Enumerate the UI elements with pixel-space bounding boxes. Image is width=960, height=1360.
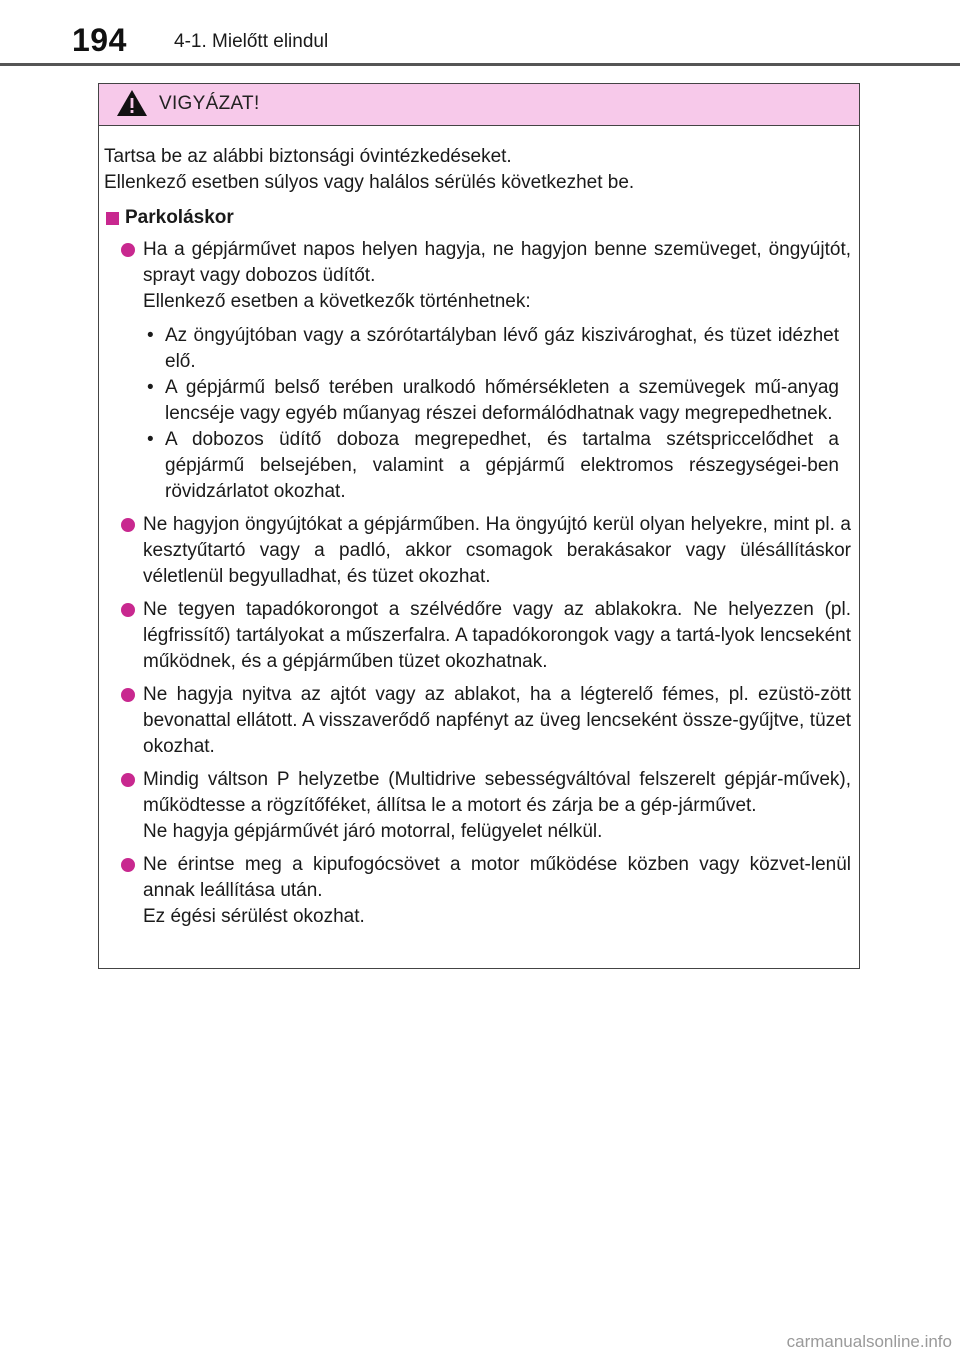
watermark: carmanualsonline.info (786, 1332, 952, 1351)
dot-bullet-icon: • (147, 325, 154, 346)
list-item (104, 512, 851, 590)
circle-bullet-icon (121, 858, 135, 872)
sub-list-item: • A dobozos üdítő doboza megrepedhet, és tartalma szétspriccelődhet a gépjármű belsejében, valamint a gépjármű elektromos részegységei-ben rövidzárlatot okozhat. (147, 429, 839, 502)
page-header (0, 0, 960, 68)
subheading (104, 205, 851, 231)
item-text: Ne hagyja nyitva az ajtót vagy az ablakot, ha a légterelő fémes, pl. ezüstö-zött bevonattal ellátott. A visszaverődő napfényt az üveg lencseként össze-gyűjtve, tüzet okozhat. (143, 684, 851, 757)
list-item (104, 852, 851, 930)
sub-list-item: • Az öngyújtóban vagy a szórótartályban lévő gáz kiszivároghat, és tüzet idézhet elő. (147, 325, 839, 372)
circle-bullet-icon (121, 518, 135, 532)
warning-box (98, 83, 860, 969)
warning-header (99, 84, 859, 126)
circle-bullet-icon (121, 243, 135, 257)
section-title: 4-1. Mielőtt elindul (174, 31, 329, 52)
circle-bullet-icon (121, 603, 135, 617)
dot-bullet-icon: • (147, 377, 154, 398)
list-item (104, 237, 851, 505)
sub-list-item: • A gépjármű belső terében uralkodó hőmérsékleten a szemüvegek mű-anyag lencséje vagy egyéb műanyag részei deformálódhatnak vagy megrepedhetnek. (147, 377, 839, 424)
warning-triangle-icon (116, 89, 148, 117)
sub-list (143, 323, 851, 505)
square-bullet-icon (106, 212, 119, 225)
circle-bullet-icon (121, 773, 135, 787)
item-text: Ne érintse meg a kipufogócsövet a motor működése közben vagy közvet-lenül annak leállítása után. (143, 854, 851, 901)
page-number: 194 (72, 22, 127, 58)
circle-bullet-icon (121, 688, 135, 702)
list-item (104, 597, 851, 675)
list-item (104, 682, 851, 760)
header-divider (0, 63, 960, 66)
intro-line-1: Tartsa be az alábbi biztonsági óvintézkedéseket. (104, 146, 512, 167)
warning-intro (104, 144, 851, 196)
item-text: Ha a gépjárművet napos helyen hagyja, ne hagyjon benne szemüveget, öngyújtót, sprayt vagy dobozos üdítőt. (143, 239, 851, 286)
item-text-2: Ez égési sérülést okozhat. (143, 906, 365, 927)
intro-line-2: Ellenkező esetben súlyos vagy halálos sérülés következhet be. (104, 172, 635, 193)
item-text-2: Ne hagyja gépjárművét járó motorral, felügyelet nélkül. (143, 821, 603, 842)
item-text: Ne hagyjon öngyújtókat a gépjárműben. Ha öngyújtó kerül olyan helyekre, mint pl. a kesztyűtartó vagy a padló, akkor csomagok berakásakor vagy ülésállításkor véletlenül begyulladhat, és tüzet okozhat. (143, 514, 851, 587)
subheading-text: Parkoláskor (125, 207, 234, 228)
warning-label: VIGYÁZAT! (159, 93, 260, 114)
dot-bullet-icon: • (147, 429, 154, 450)
list-item (104, 767, 851, 845)
item-text: Ne tegyen tapadókorongot a szélvédőre vagy az ablakokra. Ne helyezzen (pl. légfrissítő) tartályokat a műszerfalra. A tapadókorongok vagy a tartá-lyok lencseként működnek, és a gépjárműben tüzet okozhatnak. (143, 599, 851, 672)
warning-body (99, 126, 859, 930)
item-text-2: Ellenkező esetben a következők történhetnek: (143, 291, 531, 312)
item-text: Mindig váltson P helyzetbe (Multidrive sebességváltóval felszerelt gépjár-művek), működtesse a rögzítőféket, állítsa le a motort és zárja be a gép-járművet. (143, 769, 851, 816)
